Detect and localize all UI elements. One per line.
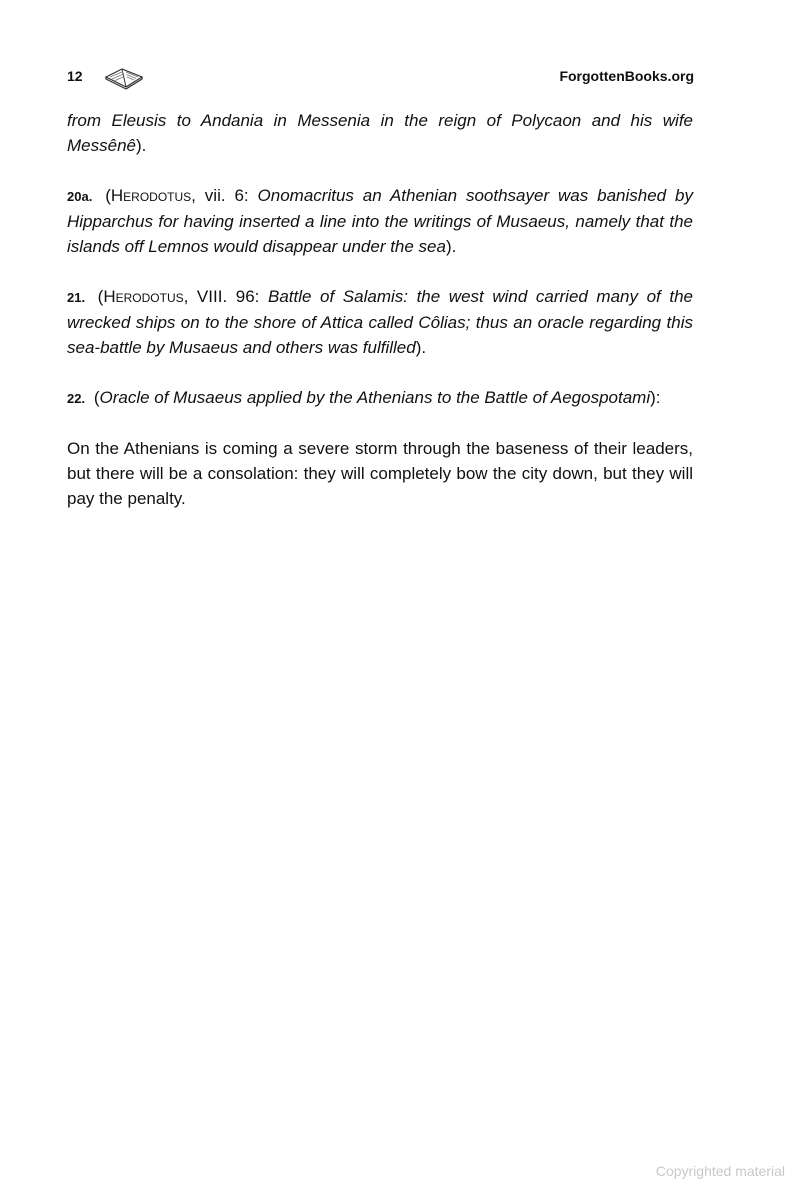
open-book-icon [103,64,145,90]
closing-punctuation: ). [415,338,427,357]
page-content [67,108,693,536]
citation-ref: , VIII. 96: [183,287,268,306]
italic-text: Oracle of Musaeus applied by the Athenians to the Battle of Aegospotami [99,388,651,407]
author-name: Herodotus [110,186,192,205]
author-name: Herodotus [103,287,184,306]
paragraph-number: 21. [67,290,86,305]
page-header [67,66,694,90]
italic-text: Onomacritus an Athenian soothsayer was banished by Hipparchus for having inserted a line into the writings of Musaeus, namely that the islands off Lemnos would disappear under the sea [67,186,693,256]
citation-ref: , vii. 6: [191,186,258,205]
closing-punctuation: ): [650,388,661,407]
copyright-watermark: Copyrighted material [655,1163,785,1179]
italic-text: from Eleusis to Andania in Messenia in the reign of Polycaon and his wife Messênê [67,111,693,155]
open-paren: ( [93,388,100,407]
paragraph-number: 20a. [67,189,93,204]
open-paren: ( [105,186,111,205]
paragraph-oracle [67,436,693,511]
page-number: 12 [67,68,83,84]
site-name: ForgottenBooks.org [559,68,694,84]
paragraph-continuation [67,108,693,158]
paragraph-21 [67,284,693,360]
paragraph-number: 22. [67,391,86,406]
closing-punctuation: ). [445,237,457,256]
paragraph-22 [67,385,693,411]
italic-text: Battle of Salamis: the west wind carried many of the wrecked ships on to the shore of Attica called Côlias; thus an oracle regarding this sea-battle by Musaeus and others was fulfilled [67,287,693,357]
open-paren: ( [97,287,104,306]
closing-punctuation: ). [135,136,147,155]
paragraph-20a [67,183,693,259]
oracle-text: On the Athenians is coming a severe storm through the baseness of their leaders, but there will be a consolation: they will completely bow the city down, but they will pay the penalty. [67,439,693,508]
